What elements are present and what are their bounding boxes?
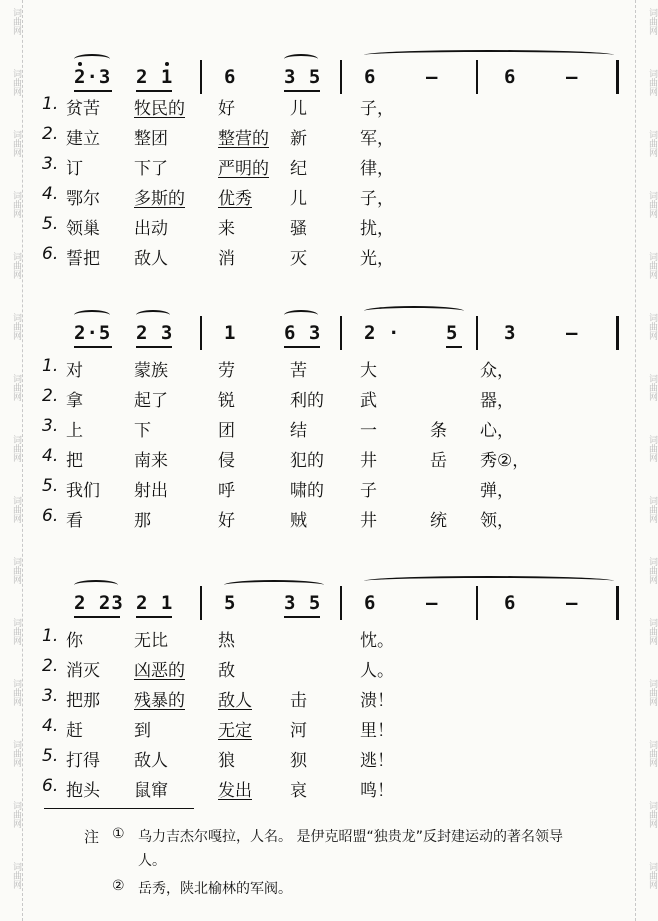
note: – <box>566 322 579 344</box>
lyric-syllable: 把那 <box>66 691 100 711</box>
note: 2 1 <box>136 66 174 88</box>
lyric-syllable: 河 <box>290 721 307 741</box>
lyric-syllable: 6. <box>42 776 59 796</box>
lyric-syllable: 狈 <box>290 751 307 771</box>
bar-line <box>616 316 619 350</box>
lyric-syllable: 律， <box>360 159 394 179</box>
lyric-syllable: 优秀 <box>218 189 252 209</box>
bar-line <box>340 316 342 350</box>
watermark-text: 词曲网 <box>647 801 657 828</box>
watermark-text: 词曲网 <box>647 191 657 218</box>
lyric-syllable: 残暴的 <box>134 691 185 711</box>
lyric-line <box>40 356 640 380</box>
lyric-syllable: 5. <box>42 476 59 496</box>
lyric-syllable: 井 <box>360 511 377 531</box>
note-underline <box>74 90 112 92</box>
lyric-line <box>40 506 640 530</box>
note-underline <box>284 90 320 92</box>
lyric-syllable: 灭 <box>290 249 307 269</box>
lyric-syllable: 我们 <box>66 481 100 501</box>
lyric-syllable: 器， <box>480 391 514 411</box>
note: 6 <box>364 66 377 88</box>
note-underline <box>446 346 462 348</box>
lyric-syllable: 岳 <box>430 451 447 471</box>
lyric-syllable: 牧民的 <box>134 99 185 119</box>
watermark-text: 词曲网 <box>647 618 657 645</box>
note: – <box>566 66 579 88</box>
note: 2·3 <box>74 66 112 88</box>
lyric-syllable: 1. <box>42 626 59 646</box>
watermark-text: 词曲网 <box>11 313 21 340</box>
note-underline <box>136 90 172 92</box>
lyric-syllable: 2. <box>42 124 59 144</box>
lyric-line <box>40 244 640 268</box>
lyric-syllable: 5. <box>42 214 59 234</box>
notation-row-3 <box>40 576 640 616</box>
lyric-syllable: 狼 <box>218 751 235 771</box>
watermark-text: 词曲网 <box>647 496 657 523</box>
note: 3 5 <box>284 66 322 88</box>
lyric-syllable: 武 <box>360 391 377 411</box>
watermark-text: 词曲网 <box>647 8 657 35</box>
lyric-syllable: 多斯的 <box>134 189 185 209</box>
lyric-syllable: 拿 <box>66 391 83 411</box>
watermark-text: 词曲网 <box>11 130 21 157</box>
lyric-syllable: 1. <box>42 356 59 376</box>
lyric-syllable: 出动 <box>134 219 168 239</box>
bar-line <box>476 316 478 350</box>
lyric-syllable: 那 <box>134 511 151 531</box>
watermark-text: 词曲网 <box>11 740 21 767</box>
note: 6 <box>504 592 517 614</box>
bar-line <box>200 586 202 620</box>
note: 3 <box>504 322 517 344</box>
watermark-text: 词曲网 <box>647 557 657 584</box>
watermark-text: 词曲网 <box>11 435 21 462</box>
note-underline <box>284 616 320 618</box>
lyric-line <box>40 386 640 410</box>
footnote-label: 注 <box>84 828 100 846</box>
notation-row-1 <box>40 50 640 90</box>
lyric-syllable: 无比 <box>134 631 168 651</box>
watermark-text: 词曲网 <box>647 374 657 401</box>
lyric-syllable: 2. <box>42 386 59 406</box>
lyric-syllable: 2. <box>42 656 59 676</box>
watermark-text: 词曲网 <box>647 130 657 157</box>
lyric-syllable: 好 <box>218 511 235 531</box>
tie <box>364 576 614 586</box>
octave-dot <box>78 62 82 66</box>
note: 2 23 <box>74 592 124 614</box>
lyric-syllable: 领， <box>480 511 514 531</box>
lyric-syllable: 锐 <box>218 391 235 411</box>
footnote-marker-1: ① <box>112 826 125 842</box>
lyric-syllable: 6. <box>42 244 59 264</box>
bar-line <box>340 60 342 94</box>
note-underline <box>136 616 172 618</box>
watermark-text: 词曲网 <box>647 740 657 767</box>
lyric-syllable: 犯的 <box>290 451 324 471</box>
bar-line <box>200 316 202 350</box>
slur <box>136 310 170 320</box>
lyric-syllable: 发出 <box>218 781 252 801</box>
lyric-syllable: 儿 <box>290 99 307 119</box>
lyric-syllable: 好 <box>218 99 235 119</box>
lyric-syllable: 下 <box>134 421 151 441</box>
watermark-text: 词曲网 <box>11 374 21 401</box>
note: 1 <box>224 322 237 344</box>
lyric-syllable: 鸣！ <box>360 781 394 801</box>
bar-line <box>476 60 478 94</box>
note-underline <box>74 616 120 618</box>
watermark-text: 词曲网 <box>11 862 21 889</box>
watermark-text: 词曲网 <box>647 252 657 279</box>
lyric-syllable: 3. <box>42 686 59 706</box>
lyric-syllable: 军， <box>360 129 394 149</box>
note: – <box>426 592 439 614</box>
bar-line <box>616 586 619 620</box>
watermark-text: 词曲网 <box>647 313 657 340</box>
lyric-syllable: 热 <box>218 631 235 651</box>
lyric-syllable: 1. <box>42 94 59 114</box>
lyric-syllable: 秀②， <box>480 451 530 471</box>
lyric-syllable: 贼 <box>290 511 307 531</box>
lyric-line <box>40 656 640 680</box>
footnote-rule <box>44 808 194 809</box>
lyric-syllable: 到 <box>134 721 151 741</box>
lyric-syllable: 5. <box>42 746 59 766</box>
footnote-marker-2: ② <box>112 878 125 894</box>
lyric-syllable: 敌人 <box>134 751 168 771</box>
lyric-syllable: 誓把 <box>66 249 100 269</box>
note: 3 5 <box>284 592 322 614</box>
lyric-syllable: 建立 <box>66 129 100 149</box>
watermark-text: 词曲网 <box>647 435 657 462</box>
lyric-syllable: 统 <box>430 511 447 531</box>
lyric-syllable: 凶恶的 <box>134 661 185 681</box>
note: – <box>426 66 439 88</box>
lyric-syllable: 鄂尔 <box>66 189 100 209</box>
lyric-syllable: 贫苦 <box>66 99 100 119</box>
lyric-line <box>40 94 640 118</box>
lyric-syllable: 整团 <box>134 129 168 149</box>
footnote-text-1-cont: 人。 <box>138 853 166 869</box>
lyric-syllable: 团 <box>218 421 235 441</box>
lyric-syllable: 6. <box>42 506 59 526</box>
note: 5 <box>446 322 459 344</box>
lyric-syllable: 鼠窜 <box>134 781 168 801</box>
watermark-text: 词曲网 <box>11 69 21 96</box>
note-underline <box>284 346 320 348</box>
tie <box>364 50 614 60</box>
watermark-text: 词曲网 <box>647 69 657 96</box>
lyric-syllable: 扰， <box>360 219 394 239</box>
lyric-syllable: 啸的 <box>290 481 324 501</box>
lyric-syllable: 一 <box>360 421 377 441</box>
lyric-syllable: 心， <box>480 421 514 441</box>
note: 6 <box>364 592 377 614</box>
lyric-syllable: 严明的 <box>218 159 269 179</box>
lyric-syllable: 呼 <box>218 481 235 501</box>
lyric-syllable: 弹， <box>480 481 514 501</box>
note: 5 <box>224 592 237 614</box>
lyric-syllable: 子， <box>360 189 394 209</box>
lyric-syllable: 对 <box>66 361 83 381</box>
lyric-syllable: 结 <box>290 421 307 441</box>
octave-dot <box>165 62 169 66</box>
lyric-line <box>40 124 640 148</box>
note: 6 <box>224 66 237 88</box>
bar-line <box>340 586 342 620</box>
note: – <box>566 592 579 614</box>
lyric-line <box>40 214 640 238</box>
lyric-line <box>40 154 640 178</box>
lyric-syllable: 敌人 <box>218 691 252 711</box>
lyric-syllable: 3. <box>42 154 59 174</box>
note: · <box>388 322 401 344</box>
note-underline <box>136 346 172 348</box>
watermark-text: 词曲网 <box>11 496 21 523</box>
lyric-syllable: 4. <box>42 716 59 736</box>
notation-row-2 <box>40 306 640 346</box>
lyric-line <box>40 716 640 740</box>
slur <box>284 310 318 320</box>
lyric-line <box>40 776 640 800</box>
lyric-syllable: 大 <box>360 361 377 381</box>
lyric-syllable: 侵 <box>218 451 235 471</box>
lyric-syllable: 整营的 <box>218 129 269 149</box>
lyric-syllable: 哀 <box>290 781 307 801</box>
lyric-syllable: 无定 <box>218 721 252 741</box>
lyric-syllable: 打得 <box>66 751 100 771</box>
lyric-syllable: 起了 <box>134 391 168 411</box>
watermark-text: 词曲网 <box>647 679 657 706</box>
lyric-syllable: 赶 <box>66 721 83 741</box>
lyric-syllable: 来 <box>218 219 235 239</box>
lyric-syllable: 里！ <box>360 721 394 741</box>
watermark-text: 词曲网 <box>11 557 21 584</box>
slur <box>74 580 118 590</box>
footnote-text-2: 岳秀，陕北榆林的军阀。 <box>138 881 292 897</box>
bar-line <box>616 60 619 94</box>
bar-line <box>476 586 478 620</box>
lyric-syllable: 子 <box>360 481 377 501</box>
watermark-text: 词曲网 <box>11 8 21 35</box>
watermark-text: 词曲网 <box>647 862 657 889</box>
lyric-syllable: 下了 <box>134 159 168 179</box>
lyric-syllable: 骚 <box>290 219 307 239</box>
bar-line <box>200 60 202 94</box>
lyric-syllable: 众， <box>480 361 514 381</box>
lyric-syllable: 击 <box>290 691 307 711</box>
lyric-syllable: 利的 <box>290 391 324 411</box>
lyric-syllable: 4. <box>42 184 59 204</box>
lyric-line <box>40 476 640 500</box>
lyric-syllable: 看 <box>66 511 83 531</box>
lyric-syllable: 纪 <box>290 159 307 179</box>
lyric-syllable: 敌人 <box>134 249 168 269</box>
lyric-syllable: 人。 <box>360 661 394 681</box>
watermark-text: 词曲网 <box>11 679 21 706</box>
lyric-syllable: 你 <box>66 631 83 651</box>
watermark-text: 词曲网 <box>11 252 21 279</box>
lyric-syllable: 4. <box>42 446 59 466</box>
lyric-syllable: 条 <box>430 421 447 441</box>
watermark-text: 词曲网 <box>11 191 21 218</box>
lyric-syllable: 订 <box>66 159 83 179</box>
note: 2·5 <box>74 322 112 344</box>
lyric-syllable: 上 <box>66 421 83 441</box>
lyric-line <box>40 626 640 650</box>
lyric-line <box>40 746 640 770</box>
lyric-syllable: 子， <box>360 99 394 119</box>
lyric-syllable: 消 <box>218 249 235 269</box>
lyric-syllable: 新 <box>290 129 307 149</box>
watermark-text: 词曲网 <box>11 618 21 645</box>
lyric-syllable: 劳 <box>218 361 235 381</box>
note: 6 <box>504 66 517 88</box>
note: 2 3 <box>136 322 174 344</box>
lyric-syllable: 消灭 <box>66 661 100 681</box>
lyric-syllable: 领巢 <box>66 219 100 239</box>
lyric-line <box>40 184 640 208</box>
note-underline <box>74 346 112 348</box>
lyric-syllable: 南来 <box>134 451 168 471</box>
lyric-syllable: 光， <box>360 249 394 269</box>
lyric-line <box>40 446 640 470</box>
lyric-syllable: 忱。 <box>360 631 394 651</box>
slur <box>74 310 110 320</box>
note: 2 1 <box>136 592 174 614</box>
lyric-syllable: 溃！ <box>360 691 394 711</box>
lyric-line <box>40 686 640 710</box>
footnote-text-1: 乌力吉杰尔嘎拉，人名。 是伊克昭盟“独贵龙”反封建运动的著名领导 <box>138 829 563 845</box>
lyric-syllable: 蒙族 <box>134 361 168 381</box>
lyric-syllable: 抱头 <box>66 781 100 801</box>
slur <box>224 580 324 590</box>
tie <box>364 306 464 316</box>
note: 2 <box>364 322 377 344</box>
lyric-syllable: 逃！ <box>360 751 394 771</box>
lyric-syllable: 射出 <box>134 481 168 501</box>
lyric-syllable: 苦 <box>290 361 307 381</box>
slur <box>284 54 318 64</box>
lyric-syllable: 3. <box>42 416 59 436</box>
note: 6 3 <box>284 322 322 344</box>
lyric-syllable: 井 <box>360 451 377 471</box>
lyric-line <box>40 416 640 440</box>
lyric-syllable: 儿 <box>290 189 307 209</box>
watermark-text: 词曲网 <box>11 801 21 828</box>
lyric-syllable: 敌 <box>218 661 235 681</box>
lyric-syllable: 把 <box>66 451 83 471</box>
